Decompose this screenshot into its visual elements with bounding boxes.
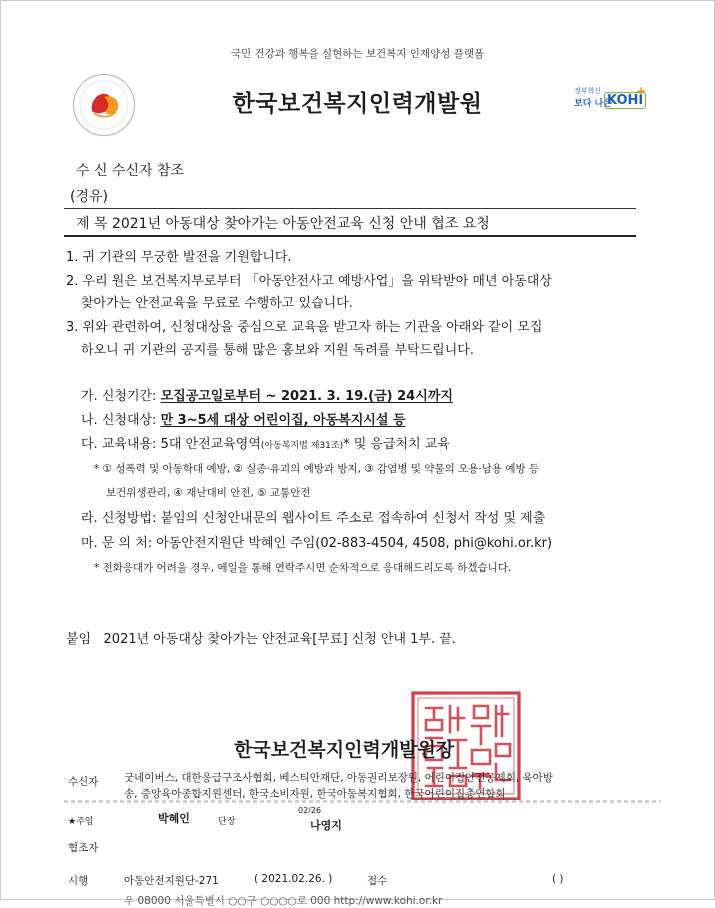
item-na-label: 나. 신청대상: — [81, 413, 157, 428]
item-ra-value: 붙임의 신청안내문의 웹사이트 주소로 접속하여 신청서 작성 및 제출 — [160, 511, 546, 526]
footer-recipients-label: 수신자 — [68, 776, 99, 788]
recipient-value: 수신자 참조 — [111, 163, 185, 179]
approval-date: 02/26 — [298, 806, 322, 815]
attachment-value: 2021년 아동대상 찾아가는 안전교육[무료] 신청 안내 1부. 끝. — [103, 632, 456, 647]
subject-value: 2021년 아동대상 찾아가는 아동안전교육 신청 안내 협조 요청 — [111, 216, 490, 232]
item-ga-label: 가. 신청기간: — [81, 389, 157, 404]
item-na — [81, 409, 406, 428]
item-ga — [81, 385, 453, 404]
item-ma-value: 아동안전지원단 박혜인 주임(02-883-4504, 4508, phi@kohi.or.kr) — [156, 536, 553, 551]
note-1-line-1: * ① 성폭력 및 아동학대 예방, ② 실종·유괴의 예방과 방지, ③ 감염병 및 약물의 오용·남용 예방 등 — [94, 463, 540, 475]
kohi-logo — [574, 84, 647, 122]
issuer-signature: 한국보건복지인력개발원장 — [234, 739, 455, 761]
footer-recipients-line-2: 송, 중앙육아종합지원센터, 한국소비자원, 한국아동복지협회, 한국어린이집총연합회 — [124, 788, 506, 800]
item-ma — [81, 532, 552, 551]
attachment-label: 붙임 — [66, 632, 92, 647]
header-slogan: 국민 건강과 행복을 실현하는 보건복지 인재양성 플랫폼 — [230, 48, 485, 60]
footer-dotted-divider — [64, 800, 660, 803]
paragraph-3-line-2: 하오니 귀 기관의 공지를 통해 많은 홍보와 지원 독려를 부탁드립니다. — [81, 343, 474, 358]
item-da-value-small: (아동복지법 제31조) — [260, 441, 344, 451]
kohi-logo-text: KOHI — [604, 92, 646, 109]
subject-label: 제 목 — [76, 216, 108, 232]
cooperator-label: 협조자 — [68, 842, 99, 854]
item-da-value-1: 5대 안전교육영역 — [160, 437, 261, 452]
footer-address-partial: 우 08000 서울특별시 ○○구 ○○○○로 000 http://www.kohi.or.kr — [124, 895, 443, 907]
paragraph-2-line-2: 찾아가는 안전교육을 무료로 수행하고 있습니다. — [81, 296, 353, 311]
drafter-label: ★주임 — [68, 817, 94, 827]
enforce-number: 아동안전지원단-271 — [124, 875, 219, 887]
organization-title: 한국보건복지인력개발원 — [232, 91, 483, 117]
kohi-plus-icon: + — [636, 84, 647, 98]
receipt-value: ( ) — [552, 873, 564, 885]
item-da — [81, 433, 450, 452]
enforce-label: 시행 — [68, 875, 89, 887]
item-ga-value: 모집공고일로부터 ~ 2021. 3. 19.(금) 24시까지 — [160, 389, 453, 404]
paragraph-1: 1. 귀 기관의 무궁한 발전을 기원합니다. — [66, 250, 292, 265]
subject-bottom-rule — [64, 235, 636, 237]
item-ma-label: 마. 문 의 처: — [81, 536, 153, 551]
item-ra-label: 라. 신청방법: — [81, 511, 157, 526]
item-da-label: 다. 교육내용: — [81, 437, 157, 452]
kohi-logo-tagline: 보다 나은 — [574, 99, 612, 109]
subject-row — [76, 213, 490, 233]
footer-recipients-line-1: 굿네이버스, 대한응급구조사협회, 베스티안재단, 아동권리보장원, 어린이집안전공제회, 육아방 — [124, 772, 553, 784]
item-na-value: 만 3~5세 대상 어린이집, 아동복지시설 등 — [160, 413, 406, 428]
approver-name: 나영지 — [310, 819, 342, 832]
item-da-value-2: * 및 응급처치 교육 — [343, 437, 450, 452]
drafter-name: 박혜인 — [158, 812, 190, 825]
via-label: (경유) — [70, 189, 108, 205]
recipient-label: 수 신 — [76, 163, 108, 179]
recipient-row — [76, 160, 184, 180]
paragraph-3-line-1: 3. 위와 관련하여, 신청대상을 중심으로 교육을 받고자 하는 기관을 아래와 같이 모집 — [66, 320, 543, 335]
subject-top-rule — [64, 208, 636, 209]
director-label: 단장 — [218, 817, 236, 827]
attachment-row — [66, 628, 456, 647]
receipt-label: 접수 — [367, 875, 388, 887]
note-1-line-2: 보건위생관리, ④ 재난대비 안전, ⑤ 교통안전 — [106, 487, 311, 499]
item-ra — [81, 507, 545, 526]
note-2: * 전화응대가 어려울 경우, 메일을 통해 연락주시면 순차적으로 응대해드리도록 하겠습니다. — [94, 562, 512, 574]
enforce-date: ( 2021.02.26. ) — [254, 873, 333, 885]
paragraph-2-line-1: 2. 우리 원은 보건복지부로부터 「아동안전사고 예방사업」을 위탁받아 매년 아동대상 — [66, 274, 552, 289]
kohi-logo-small-text: 정부혁신 — [574, 87, 602, 95]
